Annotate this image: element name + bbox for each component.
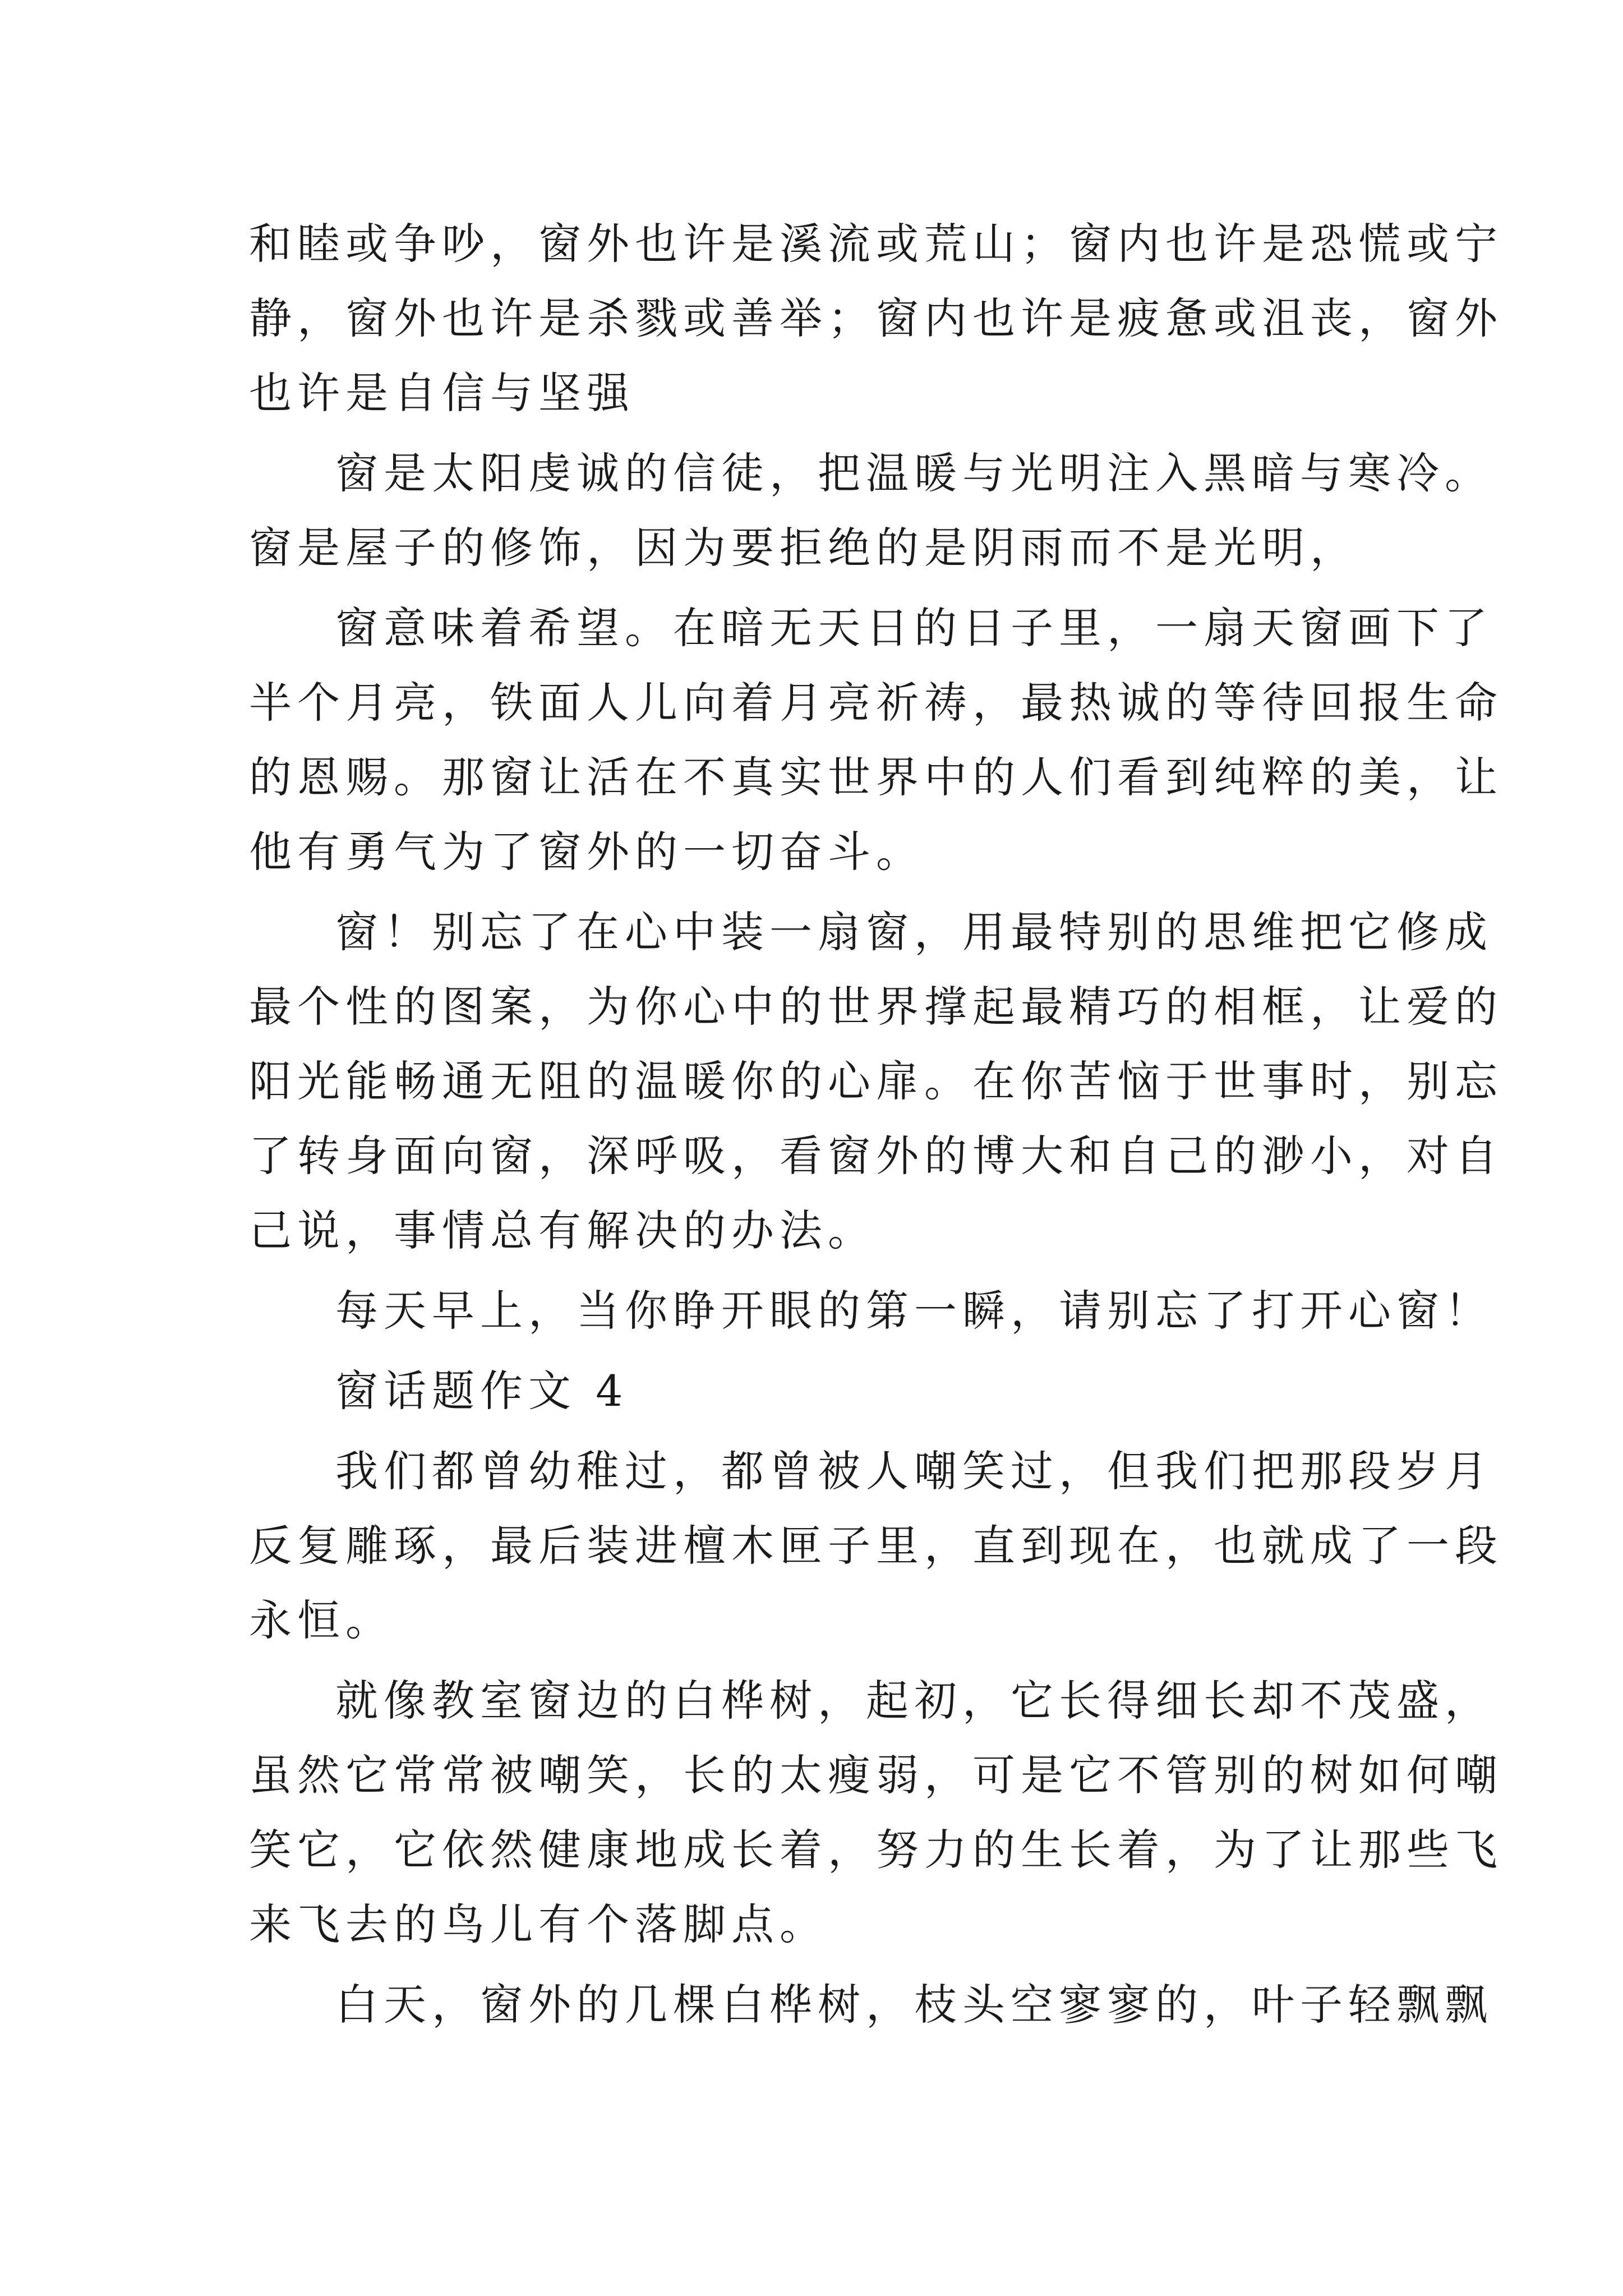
- paragraph-line: 也许是自信与坚强: [249, 368, 635, 418]
- paragraph-line: 永恒。: [249, 1595, 394, 1645]
- paragraph-line: 和睦或争吵，窗外也许是溪流或荒山；窗内也许是恐慌或宁: [249, 219, 1503, 269]
- paragraph-line: 静，窗外也许是杀戮或善举；窗内也许是疲惫或沮丧，窗外: [249, 293, 1503, 343]
- paragraph-line: 阳光能畅通无阻的温暖你的心扉。在你苦恼于世事时，别忘: [249, 1056, 1503, 1106]
- paragraph-line: 每天早上，当你睁开眼的第一瞬，请别忘了打开心窗！: [335, 1286, 1493, 1336]
- paragraph-line: 反复雕琢，最后装进檀木匣子里，直到现在，也就成了一段: [249, 1521, 1503, 1571]
- paragraph-line: 我们都曾幼稚过，都曾被人嘲笑过，但我们把那段岁月: [335, 1446, 1493, 1496]
- section-heading: 窗话题作文 4: [335, 1366, 629, 1416]
- paragraph-line: 窗是太阳虔诚的信徒，把温暖与光明注入黑暗与寒冷。: [335, 448, 1493, 498]
- paragraph-line: 窗！别忘了在心中装一扇窗，用最特别的思维把它修成: [335, 907, 1493, 957]
- paragraph-line: 虽然它常常被嘲笑，长的太瘦弱，可是它不管别的树如何嘲: [249, 1750, 1503, 1800]
- paragraph-line: 笑它，它依然健康地成长着，努力的生长着，为了让那些飞: [249, 1825, 1503, 1875]
- paragraph-line: 窗是屋子的修饰，因为要拒绝的是阴雨而不是光明，: [249, 523, 1358, 573]
- paragraph-line: 就像教室窗边的白桦树，起初，它长得细长却不茂盛，: [335, 1676, 1493, 1726]
- paragraph-line: 的恩赐。那窗让活在不真实世界中的人们看到纯粹的美，让: [249, 752, 1503, 802]
- paragraph-line: 最个性的图案，为你心中的世界撑起最精巧的相框，让爱的: [249, 982, 1503, 1032]
- paragraph-line: 窗意味着希望。在暗无天日的日子里，一扇天窗画下了: [335, 603, 1493, 653]
- paragraph-line: 白天，窗外的几棵白桦树，枝头空寥寥的，叶子轻飘飘: [335, 1980, 1493, 2030]
- paragraph-line: 他有勇气为了窗外的一切奋斗。: [249, 827, 924, 877]
- paragraph-line: 己说，事情总有解决的办法。: [249, 1205, 876, 1255]
- paragraph-line: 半个月亮，铁面人儿向着月亮祈祷，最热诚的等待回报生命: [249, 678, 1503, 728]
- paragraph-line: 来飞去的鸟儿有个落脚点。: [249, 1899, 828, 1949]
- paragraph-line: 了转身面向窗，深呼吸，看窗外的博大和自己的渺小，对自: [249, 1131, 1503, 1181]
